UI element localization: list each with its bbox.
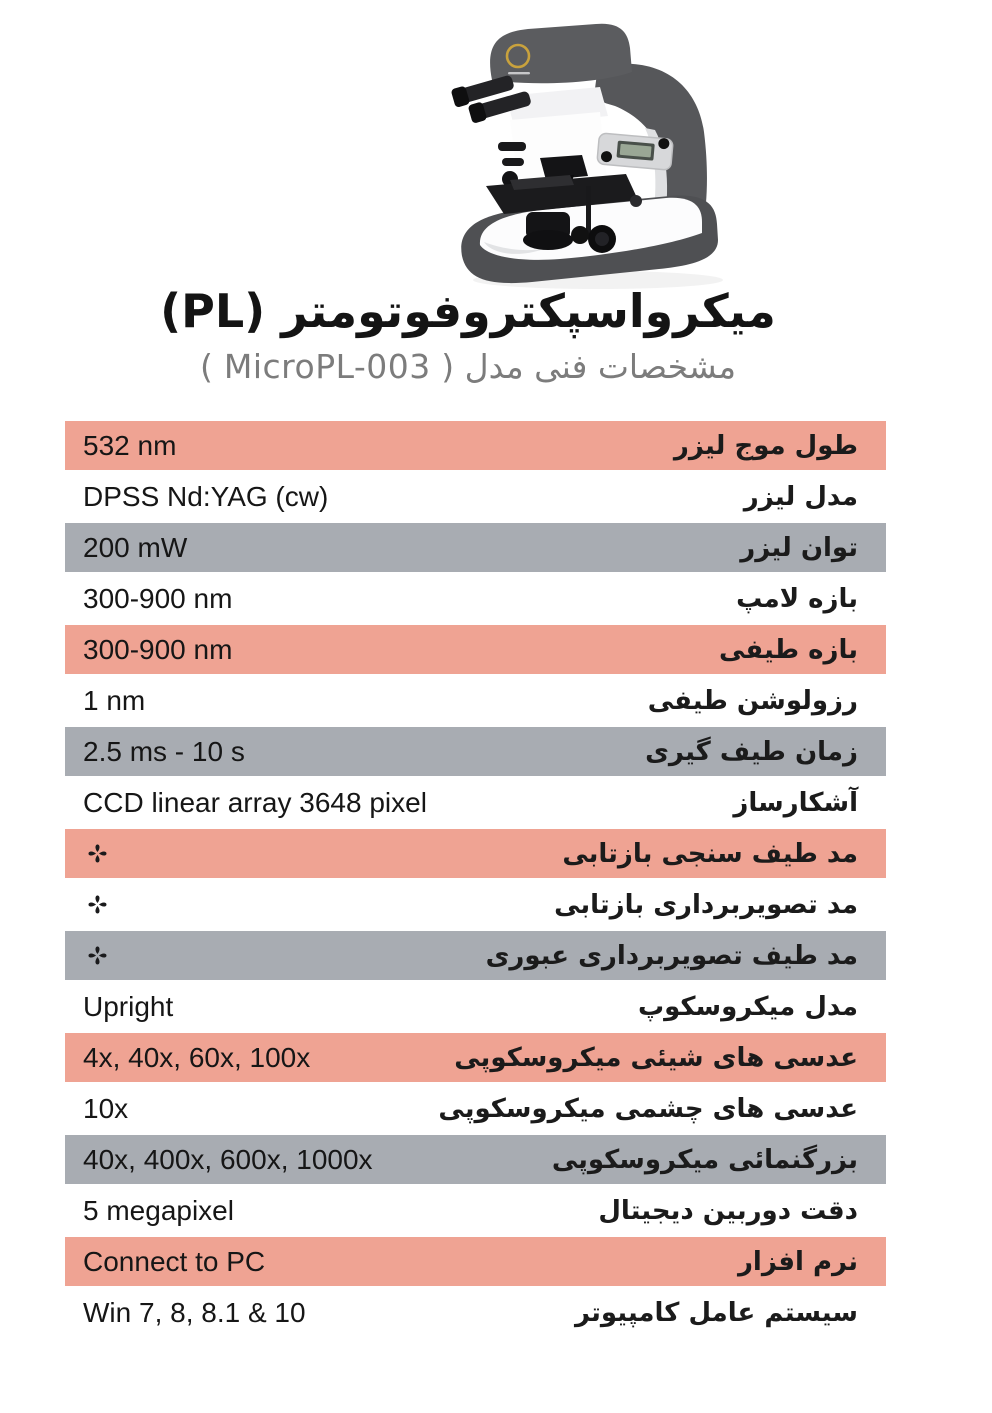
spec-row-microscope-model xyxy=(65,982,886,1031)
spec-label: طول موج لیزر xyxy=(673,430,858,461)
spec-row-laser-model xyxy=(65,472,886,521)
spec-row-eyepiece-lenses xyxy=(65,1084,886,1133)
spec-label: مدل میکروسکوپ xyxy=(637,991,858,1022)
spec-label: بزرگنمائی میکروسکوپی xyxy=(551,1144,858,1175)
spec-value: 1 nm xyxy=(83,684,146,716)
spec-value: 532 nm xyxy=(83,429,177,461)
spec-row-laser-power xyxy=(65,523,886,572)
spec-value: DPSS Nd:YAG (cw) xyxy=(83,480,329,512)
brand-wordmark xyxy=(508,72,530,74)
spec-label: آشکارساز xyxy=(733,787,858,818)
spec-value: 200 mW xyxy=(83,531,188,563)
spec-row-lamp-range xyxy=(65,574,886,623)
four-petal-flower-icon xyxy=(85,841,110,866)
page-title: میکرواسپکتروفوتومتر (PL) xyxy=(160,284,776,338)
spec-row-camera-resolution xyxy=(65,1186,886,1235)
spec-value: 10x xyxy=(83,1092,129,1124)
microscope-head xyxy=(490,24,632,84)
spec-row-reflective-imaging-mode xyxy=(65,880,886,929)
spec-label: دقت دوربین دیجیتال xyxy=(598,1195,858,1226)
spec-label: رزولوشن طیفی xyxy=(647,685,858,716)
spec-row-operating-system xyxy=(65,1288,886,1337)
four-petal-flower-icon xyxy=(85,892,110,917)
spec-row-magnification xyxy=(65,1135,886,1184)
spec-row-objective-lenses xyxy=(65,1033,886,1082)
spec-value: Upright xyxy=(83,990,174,1022)
spec-value: 300-900 nm xyxy=(83,582,233,614)
spec-value: 2.5 ms - 10 s xyxy=(83,735,245,767)
spec-row-spectral-range xyxy=(65,625,886,674)
spec-value: Win 7, 8, 8.1 & 10 xyxy=(83,1296,306,1328)
spec-value: 40x, 400x, 600x, 1000x xyxy=(83,1143,373,1175)
page-subtitle: مشخصات فنی مدل ( MicroPL-003 ) xyxy=(200,347,736,387)
spec-label: مد طیف سنجی بازتابی xyxy=(562,838,858,869)
header xyxy=(0,284,964,386)
spec-value: Connect to PC xyxy=(83,1245,266,1277)
control-display-panel xyxy=(597,132,673,170)
spec-row-laser-wavelength xyxy=(65,421,886,470)
spec-value: 300-900 nm xyxy=(83,633,233,665)
spec-value-icon-cell xyxy=(65,841,562,866)
spec-label: عدسی های شیئی میکروسکوپی xyxy=(454,1042,858,1073)
spec-value-icon-cell xyxy=(65,943,486,968)
spec-row-acquisition-time xyxy=(65,727,886,776)
spec-table xyxy=(65,421,886,1339)
spec-value: 4x, 40x, 60x, 100x xyxy=(83,1041,311,1073)
spec-label: نرم افزار xyxy=(737,1246,858,1277)
spec-label: مد تصویربرداری بازتابی xyxy=(554,889,858,920)
microscope-illustration xyxy=(448,8,752,292)
spec-label: مدل لیزر xyxy=(743,481,858,512)
spec-label: بازه لامپ xyxy=(736,583,858,614)
microscope-product-image xyxy=(448,8,752,292)
spec-label: بازه طیفی xyxy=(718,634,858,665)
spec-label: عدسی های چشمی میکروسکوپی xyxy=(438,1093,858,1124)
four-petal-flower-icon xyxy=(85,943,110,968)
spec-row-software xyxy=(65,1237,886,1286)
spec-row-reflective-spectroscopy-mode xyxy=(65,829,886,878)
spec-value: 5 megapixel xyxy=(83,1194,234,1226)
spec-label: سیستم عامل کامپیوتر xyxy=(574,1297,858,1328)
spec-label: مد طیف تصویربرداری عبوری xyxy=(485,940,858,971)
spec-row-spectral-resolution xyxy=(65,676,886,725)
spec-row-transmission-imaging-spectrum-mode xyxy=(65,931,886,980)
spec-label: توان لیزر xyxy=(740,532,858,563)
spec-label: زمان طیف گیری xyxy=(645,736,858,767)
spec-row-detector xyxy=(65,778,886,827)
spec-value-icon-cell xyxy=(65,892,554,917)
spec-value: CCD linear array 3648 pixel xyxy=(83,786,427,818)
